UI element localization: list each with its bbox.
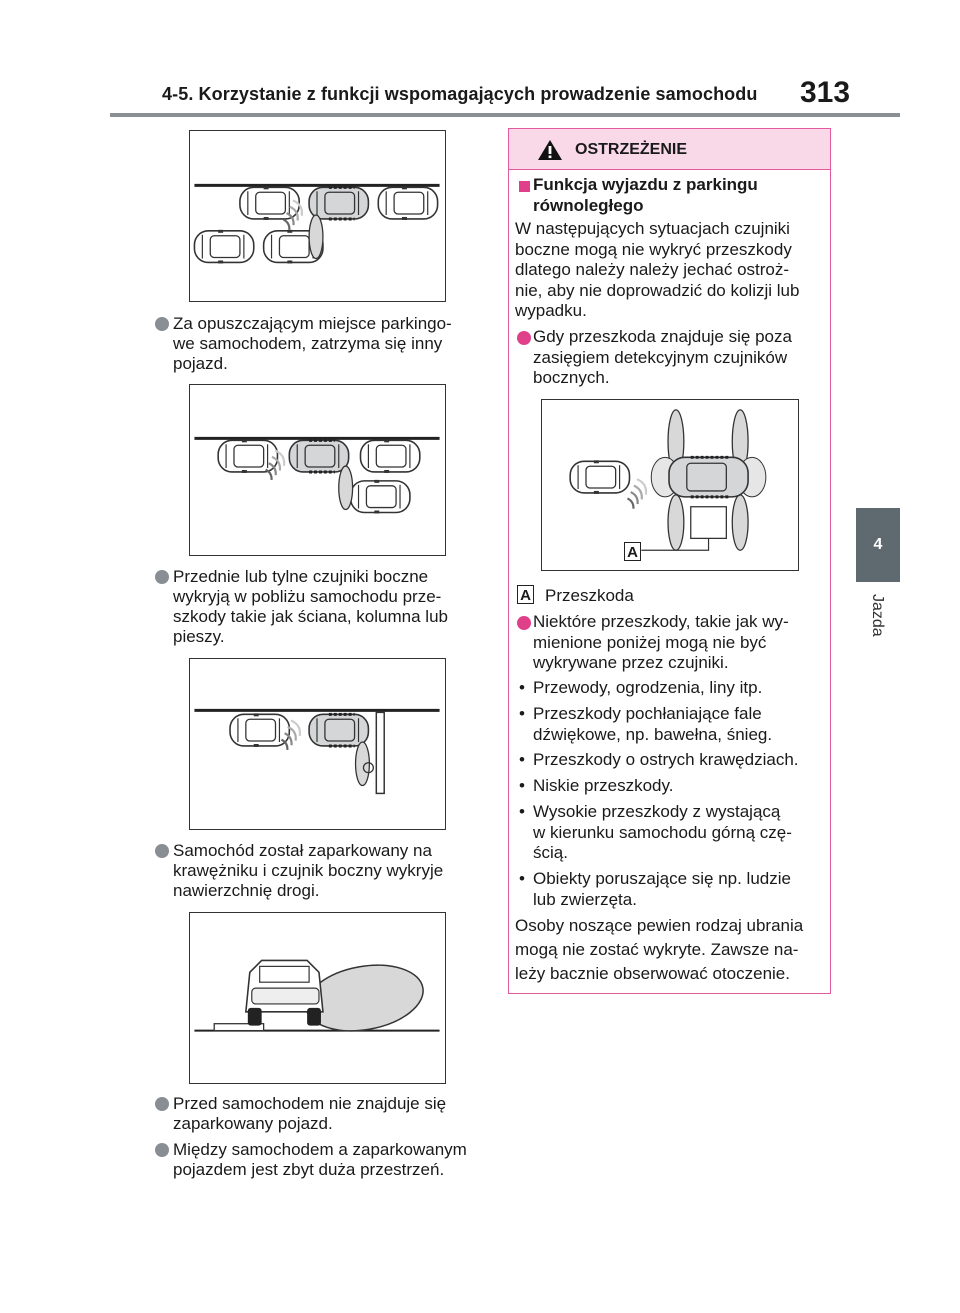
section-title: Funkcja wyjazdu z parkingu równoległego — [533, 175, 758, 215]
list-item: • Wysokie przeszkody z wystającą w kierunku samochodu górną czę- ścią. — [519, 802, 792, 862]
legend-label-a: A — [517, 585, 534, 604]
header-rule — [110, 113, 900, 117]
bullet-item: Przednie lub tylne czujniki boczne wykryją w pobliżu samochodu prze- szkody takie jak ściana, kolumna lub pieszy. — [173, 567, 448, 647]
warning-triangle-icon — [537, 139, 563, 161]
page-number: 313 — [800, 76, 851, 109]
figure-wall-or-pedestrian — [189, 384, 446, 556]
legend-text: Przeszkoda — [545, 586, 634, 605]
bullet-item: Za opuszczającym miejsce parkingo- we samochodem, zatrzyma się inny pojazd. — [173, 314, 452, 374]
figure-label-a: A — [624, 542, 641, 561]
figure-column-nearby — [189, 658, 446, 830]
bullet-dot — [155, 844, 169, 858]
bullet-dot — [155, 1143, 169, 1157]
warning-header — [509, 129, 830, 170]
bullet-item: Przed samochodem nie znajduje się zaparkowany pojazd. — [173, 1094, 446, 1134]
bullet-item: Między samochodem a zaparkowanym pojazdem jest zbyt duża przestrzeń. — [173, 1140, 467, 1180]
warning-bullet: Gdy przeszkoda znajduje się poza zasięgiem detekcyjnym czujników bocznych. — [533, 327, 792, 387]
list-item: • Niskie przeszkody. — [519, 776, 674, 795]
bullet-dot — [517, 331, 531, 345]
list-item: • Przeszkody o ostrych krawędziach. — [519, 750, 799, 769]
chapter-label: Jazda — [869, 594, 886, 637]
bullet-dot — [155, 1097, 169, 1111]
bullet-dot — [155, 317, 169, 331]
bullet-dot — [155, 570, 169, 584]
warning-outro: Osoby noszące pewien rodzaj ubrania mogą nie zostać wykryte. Zawsze na- leży bacznie obserwować otoczenie. — [515, 916, 804, 983]
list-item: • Przeszkody pochłaniające fale dźwiękowe, np. bawełna, śnieg. — [519, 704, 773, 744]
bullet-dot — [517, 616, 531, 630]
list-item: • Przewody, ogrodzenia, liny itp. — [519, 678, 763, 697]
figure-out-of-range — [541, 399, 799, 571]
warning-box — [508, 128, 831, 994]
warning-intro: W następujących sytuacjach czujniki boczne mogą nie wykryć przeszkody dlatego należy należy jechać ostroż- nie, aby nie doprowadzić do kolizji lub wypadku. — [515, 219, 800, 320]
section-square-icon — [519, 181, 530, 192]
warning-bullet: Niektóre przeszkody, takie jak wy- mienione poniżej mogą nie być wykrywane przez czujniki. — [533, 612, 789, 672]
running-header: 4-5. Korzystanie z funkcji wspomagających prowadzenie samochodu — [162, 84, 758, 104]
figure-curb-parking — [189, 912, 446, 1084]
list-item: • Obiekty poruszające się np. ludzie lub zwierzęta. — [519, 869, 791, 909]
figure-parked-vehicle-stops — [189, 130, 446, 302]
chapter-tab[interactable]: 4 — [856, 508, 900, 582]
bullet-item: Samochód został zaparkowany na krawężniku i czujnik boczny wykryje nawierzchnię drogi. — [173, 841, 443, 901]
warning-title: OSTRZEŻENIE — [575, 141, 688, 158]
